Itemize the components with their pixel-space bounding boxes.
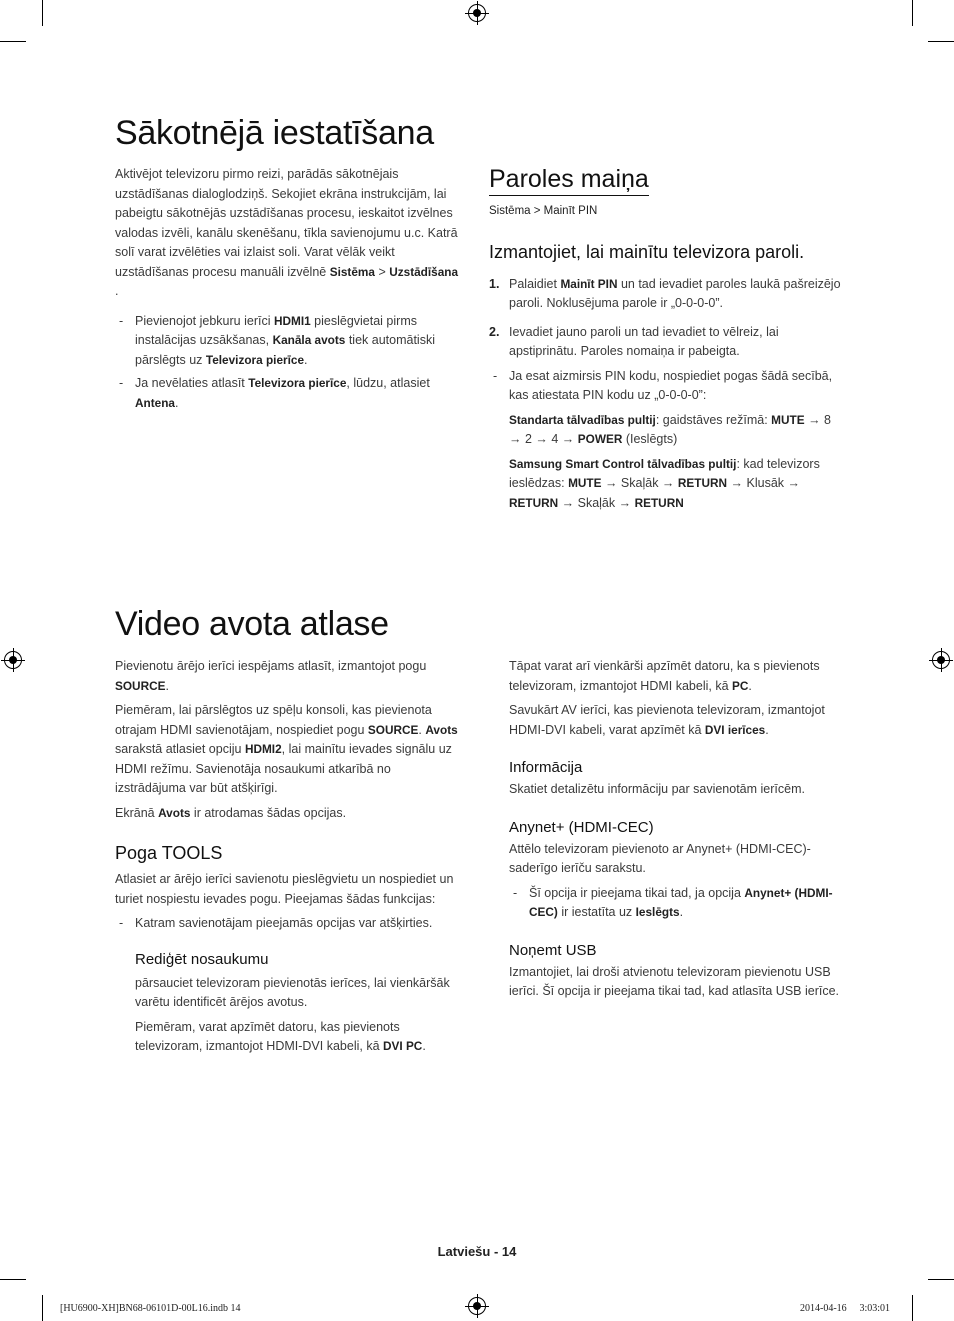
information-title: Informācija xyxy=(509,759,583,776)
crop-mark xyxy=(42,0,43,26)
initial-setup-column xyxy=(115,165,460,413)
keyword: Anynet+ (HDMI-CEC) xyxy=(529,885,833,919)
keyword: Sistēma xyxy=(329,264,375,279)
source-intro: Pievienotu ārējo ierīci iespējams atlasīt, izmantojot pogu SOURCE. xyxy=(115,659,427,693)
keyword: RETURN xyxy=(509,495,559,510)
keyword: Samsung Smart Control tālvadības pultij xyxy=(509,456,737,471)
password-change-column xyxy=(489,164,841,513)
crop-mark xyxy=(912,1295,913,1321)
anynet-title: Anynet+ (HDMI-CEC) xyxy=(509,818,654,836)
crop-mark xyxy=(928,41,954,42)
standard-remote-sequence: Standarta tālvadības pultij: gaidstāves režīmā: MUTE → 8 → 2 → 4 → POWER (Ieslēgts) xyxy=(509,412,831,446)
page-title-video-source: Video avota atlase xyxy=(115,605,389,643)
keyword: Avots xyxy=(425,722,458,737)
keyword: Avots xyxy=(158,805,191,820)
keyword: Televizora pierīce xyxy=(205,352,305,367)
keyword: POWER xyxy=(577,432,623,446)
crop-mark xyxy=(0,1279,26,1280)
keyword: RETURN xyxy=(677,476,728,490)
initial-setup-note-antenna: - Ja nevēlaties atlasīt Televizora pierīce, lūdzu, atlasiet Antena. xyxy=(115,374,460,413)
keyword: Uzstādīšana xyxy=(389,264,459,279)
page-title-initial-setup: Sākotnējā iestatīšana xyxy=(115,114,434,152)
keyword: Ieslēgts xyxy=(635,905,680,919)
rename-example: Piemēram, varat apzīmēt datoru, kas pievienots televizoram, izmantojot HDMI-DVI kabeli, kā DVI PC. xyxy=(135,1019,426,1053)
registration-mark-icon xyxy=(468,4,486,22)
keyword: HDMI2 xyxy=(244,742,282,756)
password-change-title: Paroles maiņa xyxy=(489,164,841,196)
print-slug-date: 2014-04-16 ￿ 3:03:01 xyxy=(800,1303,890,1314)
rename-description: pārsauciet televizoram pievienotās ierīces, lai vienkāršāk varētu identificēt ārējos avotus. xyxy=(135,975,450,1009)
keyword: SOURCE xyxy=(367,722,419,737)
page-number: Latviešu - 14 xyxy=(437,1244,517,1259)
crop-mark xyxy=(42,1295,43,1321)
keyword: RETURN xyxy=(634,495,684,510)
anynet-description: Attēlo televizoram pievienoto ar Anynet+ (HDMI-CEC)-saderīgo ierīču sarakstu. xyxy=(509,841,811,875)
keyword: Antena xyxy=(135,395,175,410)
registration-mark-icon xyxy=(468,1297,486,1315)
keyword: PC xyxy=(732,678,749,693)
pc-label-example: Tāpat varat arī vienkārši apzīmēt datoru, ka s pievienots televizoram, izmantojot HDMI kabeli, kā PC. xyxy=(509,659,820,693)
registration-mark-icon xyxy=(932,651,950,669)
crop-mark xyxy=(928,1279,954,1280)
keyword: Televizora pierīce xyxy=(248,376,347,390)
registration-mark-icon xyxy=(4,651,22,669)
keyword: DVI PC xyxy=(383,1039,423,1053)
crop-mark xyxy=(0,41,26,42)
source-example: Piemēram, lai pārslēgtos uz spēļu konsoli, kas pievienota otrajam HDMI savienotājam, nospiediet pogu SOURCE. Avots sarakstā atlasiet opciju HDMI2, lai mainītu ievades signālu uz HDMI režīmu. Savienotāja nosaukumi atkarībā no izstrādājuma var būt atšķirīgi. xyxy=(115,703,458,795)
tools-description: Atlasiet ar ārējo ierīci savienotu pieslēgvietu un nospiediet un turiet nospiestu ievades pogu. Pieejamas šādas funkcijas: xyxy=(115,872,454,906)
password-step-1: 1. Palaidiet Mainīt PIN un tad ievadiet paroles laukā pašreizējo paroli. Noklusējuma parole ir „0-0-0-0”. xyxy=(489,276,841,310)
password-step-2: 2. Ievadiet jauno paroli un tad ievadiet to vēlreiz, lai apstiprinātu. Paroles nomaiņa ir pabeigta. xyxy=(489,324,779,358)
information-description: Skatiet detalizētu informāciju par savienotām ierīcēm. xyxy=(509,782,805,796)
remove-usb-description: Izmantojiet, lai droši atvienotu televizoram pievienotu USB ierīci. Šī opcija ir pieejama tikai tad, kad atlasīta USB ierīce. xyxy=(509,964,840,998)
tools-note: - Katram savienotājam pieejamās opcijas var atšķirties. xyxy=(115,914,463,934)
keyword: Mainīt PIN xyxy=(560,276,618,291)
menu-path: Sistēma > Mainīt PIN xyxy=(489,205,598,217)
keyword: DVI ierīces xyxy=(704,722,766,737)
keyword: Kanāla avots xyxy=(272,333,346,347)
keyword: MUTE xyxy=(771,412,805,427)
remove-usb-title: Noņemt USB xyxy=(509,941,597,959)
print-slug-file: [HU6900-XH]BN68-06101D-00L16.indb 14 xyxy=(60,1303,241,1314)
smart-control-sequence: Samsung Smart Control tālvadības pultij: kad televizors ieslēdzas: MUTE → Skaļāk → RETURN → Klusāk → RETURN → Skaļāk → RETURN xyxy=(509,456,820,510)
video-source-left-column xyxy=(115,657,463,1057)
keyword: HDMI1 xyxy=(273,313,311,328)
keyword: MUTE xyxy=(568,476,602,490)
initial-setup-intro: Aktivējot televizoru pirmo reizi, parādās sākotnējais uzstādīšanas dialoglodziņš. Sekojiet ekrāna instrukcijām, lai pabeigtu sākotnējās uzstādīšanas procesu, ieskaitot izvēlnes valodas izvēli, kanālu skenēšanu, tīkla savienojumu u.c. Katrā solī varat izvēlēties vai izlaist soli. Varat vēlāk veikt uzstādīšanas procesu manuāli izvēlnē Sistēma > Uzstādīšana . xyxy=(115,167,459,298)
rename-title: Rediģēt nosaukumu xyxy=(135,950,269,968)
av-label-example: Savukārt AV ierīci, kas pievienota televizoram, izmantojot HDMI-DVI kabeli, varat apzīmēt kā DVI ierīces. xyxy=(509,703,825,737)
password-change-subtitle: Izmantojiet, lai mainītu televizora paroli. xyxy=(489,241,805,262)
initial-setup-note-hdmi1: - Pievienojot jebkuru ierīci HDMI1 pieslēgvietai pirms instalācijas uzsākšanas, Kanāla avots tiek automātiski pārslēgts uz Televizora pierīce. xyxy=(115,312,460,371)
crop-mark xyxy=(912,0,913,26)
keyword: SOURCE xyxy=(115,678,166,693)
tools-button-title: Poga TOOLS xyxy=(115,843,223,863)
keyword: Standarta tālvadības pultij xyxy=(509,412,656,427)
password-reset-note: - Ja esat aizmirsis PIN kodu, nospiediet pogas šādā secībā, kas atiestata PIN kodu uz „0-0-0-0”: xyxy=(489,367,841,406)
anynet-note: - Šī opcija ir pieejama tikai tad, ja opcija Anynet+ (HDMI-CEC) ir iestatīta uz Ieslēgts. xyxy=(509,884,841,923)
video-source-right-column xyxy=(509,657,841,1002)
source-options-intro: Ekrānā Avots ir atrodamas šādas opcijas. xyxy=(115,805,347,820)
